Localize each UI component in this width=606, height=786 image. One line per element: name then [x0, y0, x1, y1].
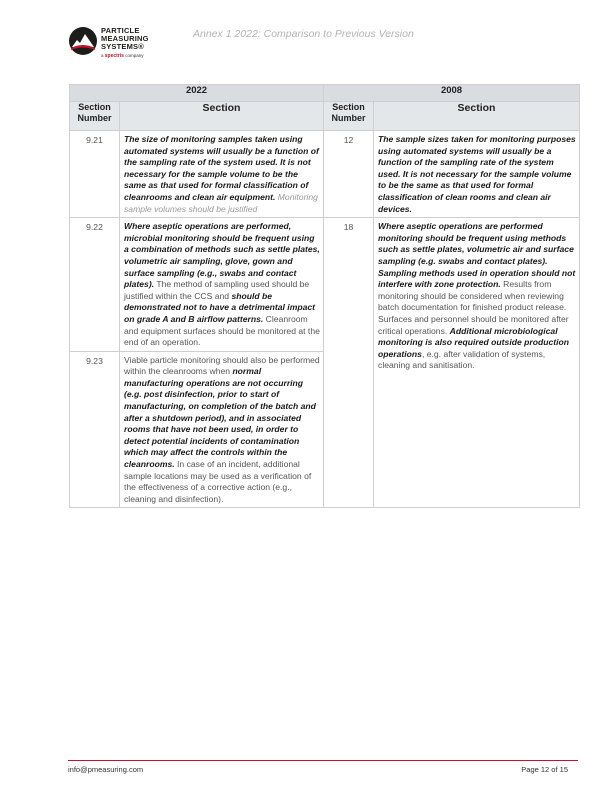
- logo-tagline: a spectris company: [101, 53, 144, 59]
- footer-divider: [68, 760, 578, 761]
- section-text-2022: Viable particle monitoring should also be performed within the cleanrooms when normal manufacturing operations are not occurring (e.g. post disinfection, prior to start of manufacturing, on completion of the batch and after a shutdown period), and in associated rooms that have not been used, in order to detect potential incidents of contamination which may affect the controls within the cleanrooms. In case of an incident, additional sample locations may be used as a verification of the effectiveness of a corrective action (e.g., cleaning and disinfection).: [120, 351, 324, 508]
- section-number-header: Section Number: [324, 102, 374, 131]
- company-logo: [68, 24, 168, 66]
- document-title: Annex 1 2022: Comparison to Previous Version: [193, 28, 414, 40]
- column-header-row: [70, 102, 580, 131]
- year-2008-header: 2008: [324, 85, 580, 102]
- comparison-table: [69, 84, 580, 508]
- section-number-2008: 18: [324, 218, 374, 508]
- section-number-2022: 9.23: [70, 351, 120, 508]
- section-number-2008: 12: [324, 131, 374, 218]
- section-header: Section: [374, 102, 580, 131]
- page-number: Page 12 of 15: [521, 765, 568, 774]
- section-number-2022: 9.21: [70, 131, 120, 218]
- table-row: [70, 131, 580, 218]
- section-text-2022: Where aseptic operations are performed, microbial monitoring should be frequent using a combination of methods such as settle plates, volumetric air sampling, glove, gown and surface sampling (e.g., swabs and contact plates). The method of sampling used should be justified within the CCS and should be demonstrated not to have a detrimental impact on grade A and B airflow patterns. Cleanroom and equipment surfaces should be monitored at the end of an operation.: [120, 218, 324, 352]
- footer-email: info@pmeasuring.com: [68, 765, 144, 774]
- pms-logo-icon: [68, 26, 98, 56]
- section-header: Section: [120, 102, 324, 131]
- year-header-row: [70, 85, 580, 102]
- section-number-2022: 9.22: [70, 218, 120, 352]
- section-text-2022: The size of monitoring samples taken using automated systems will usually be a function of the sampling rate of the system used. It is not necessary for the sample volume to be the same as that used for formal classification of cleanrooms and clean air equipment. Monitoring sample volumes should be justified: [120, 131, 324, 218]
- section-text-2008: The sample sizes taken for monitoring purposes using automated systems will usually be a function of the sampling rate of the system used. It is not necessary for the sample volume to be the same as that used for formal classification of clean rooms and clean air devices.: [374, 131, 580, 218]
- table-row: [70, 218, 580, 352]
- section-number-header: Section Number: [70, 102, 120, 131]
- section-text-2008: Where aseptic operations are performed monitoring should be frequent using methods such as settle plates, volumetric air and surface sampling (e.g. swabs and contact plates). Sampling methods used in operation should not interfere with zone protection. Results from monitoring should be considered when reviewing batch documentation for finished product release. Surfaces and personnel should be monitored after critical operations. Additional microbiological monitoring is also required outside production operations, e.g. after validation of systems, cleaning and sanitisation.: [374, 218, 580, 508]
- logo-wordmark: PARTICLE MEASURING SYSTEMS®: [101, 26, 149, 51]
- year-2022-header: 2022: [70, 85, 324, 102]
